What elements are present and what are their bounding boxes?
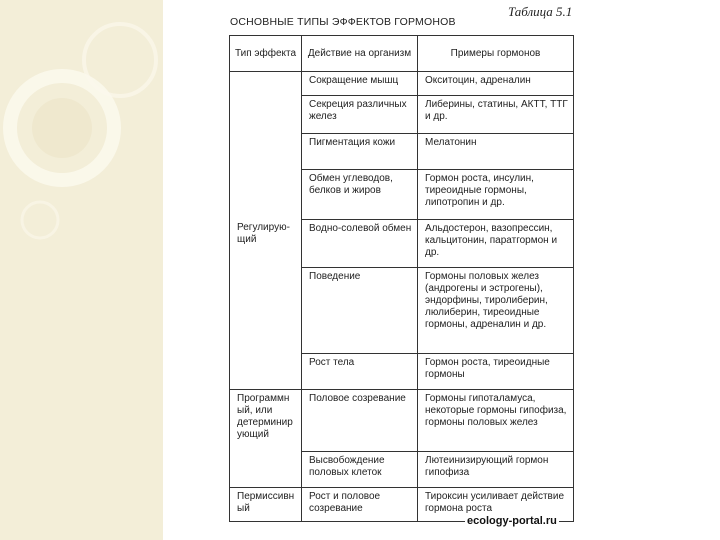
decorative-circles	[0, 0, 163, 540]
table-number: Таблица 5.1	[508, 4, 573, 19]
header-action: Действие на организм	[302, 36, 418, 72]
examples-cell: Гормоны половых желез (андрогены и эстрогены), эндорфины, тиролиберин, люлиберин, тиреоидные гормоны, адреналин и др.	[418, 268, 574, 354]
action-cell: Высвобождение половых клеток	[302, 452, 418, 488]
examples-cell: Тироксин усиливает действие гормона роста	[418, 488, 574, 522]
action-cell: Секреция различных желез	[302, 96, 418, 134]
header-examples: Примеры гормонов	[418, 36, 574, 72]
action-cell: Сокращение мышц	[302, 72, 418, 96]
document-title: ОСНОВНЫЕ ТИПЫ ЭФФЕКТОВ ГОРМОНОВ	[230, 16, 456, 28]
table-header-row	[230, 36, 574, 72]
table-row	[230, 390, 574, 452]
action-cell: Водно-солевой обмен	[302, 220, 418, 268]
examples-cell: Альдостерон, вазопрессин, кальцитонин, паратгормон и др.	[418, 220, 574, 268]
table-row	[230, 72, 574, 96]
header-effect-type: Тип эффекта	[230, 36, 302, 72]
examples-cell: Гормон роста, тиреоидные гормоны	[418, 354, 574, 390]
action-cell: Половое созревание	[302, 390, 418, 452]
action-cell: Рост тела	[302, 354, 418, 390]
action-cell: Обмен углеводов, белков и жиров	[302, 170, 418, 220]
examples-cell: Гормон роста, инсулин, тиреоидные гормоны, липотропин и др.	[418, 170, 574, 220]
effect-type-cell: Программный, или детерминирующий	[230, 390, 302, 488]
effect-type: Регулирую-щий	[237, 222, 290, 245]
examples-cell: Мелатонин	[418, 134, 574, 170]
examples-cell: Гормоны гипоталамуса, некоторые гормоны гипофиза, гормоны половых желез	[418, 390, 574, 452]
hormone-effects-table	[229, 35, 574, 522]
effect-type-cell: Пермиссивный	[230, 488, 302, 522]
examples-cell: Лютеинизирующий гормон гипофиза	[418, 452, 574, 488]
effect-type-cell	[230, 72, 302, 390]
action-cell: Поведение	[302, 268, 418, 354]
examples-cell: Либерины, статины, АКТТ, ТТГ и др.	[418, 96, 574, 134]
decorative-sidebar	[0, 0, 163, 540]
examples-cell: Окситоцин, адреналин	[418, 72, 574, 96]
watermark-text: ecology-portal.ru	[467, 515, 557, 527]
action-cell: Рост и половое созревание	[302, 488, 418, 522]
action-cell: Пигментация кожи	[302, 134, 418, 170]
